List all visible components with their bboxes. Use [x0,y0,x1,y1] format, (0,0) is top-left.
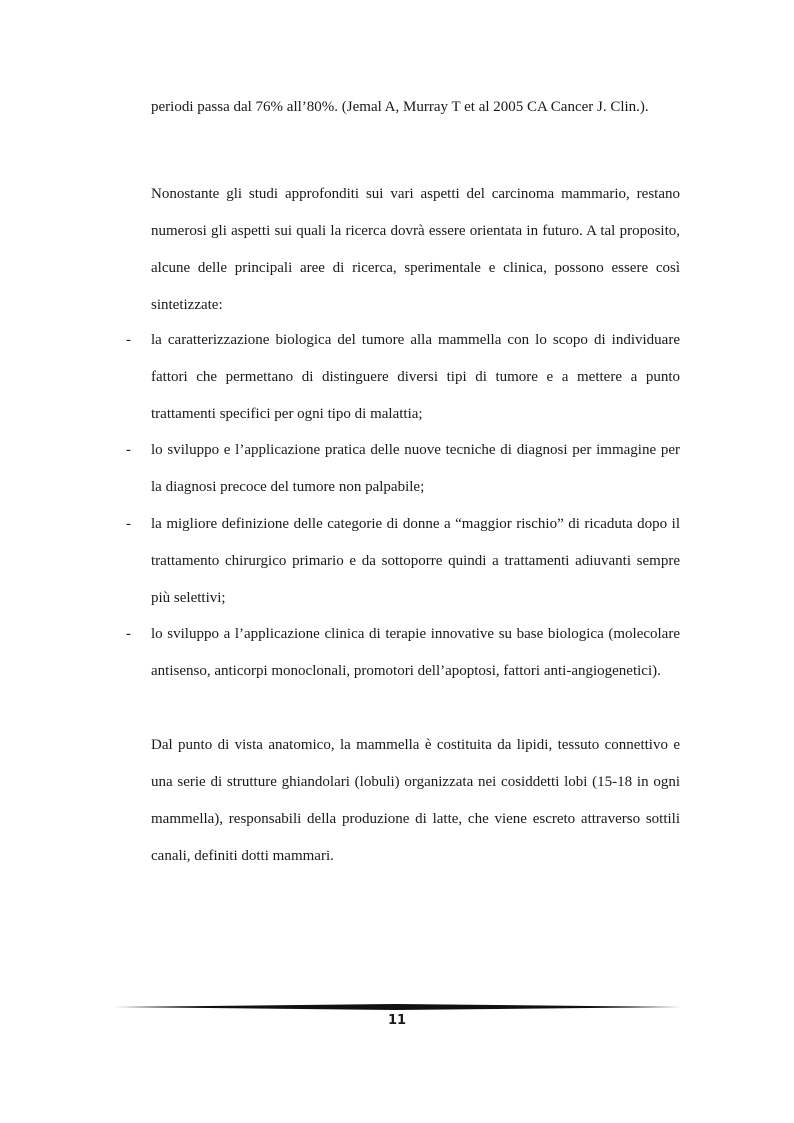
bullet-marker: - [126,442,131,458]
bullet-marker: - [126,332,131,348]
footer-divider [113,1004,681,1010]
paragraph-intro: Nonostante gli studi approfonditi sui vari aspetti del carcinoma mammario, restano numerosi gli aspetti sui quali la ricerca dovrà essere orientata in futuro. A tal proposito, alcune delle principali aree di ricerca, sperimentale e clinica, possono essere così sintetizzate: [151,186,680,313]
page-number: 11 [387,1013,407,1028]
bullet-item-4: lo sviluppo a l’applicazione clinica di terapie innovative su base biologica (molecolare antisenso, anticorpi monoclonali, promotori dell’apoptosi, fattori anti-angiogenetici). [151,626,680,679]
bullet-item-1: la caratterizzazione biologica del tumore alla mammella con lo scopo di individuare fattori che permettano di distinguere diversi tipi di tumore e a mettere a punto trattamenti specifici per ogni tipo di malattia; [151,332,680,422]
paragraph-anatomy: Dal punto di vista anatomico, la mammella è costituita da lipidi, tessuto connettivo e una serie di strutture ghiandolari (lobuli) organizzata nei cosiddetti lobi (15-18 in ogni mammella), responsabili della produzione di latte, che viene escreto attraverso sottili canali, definiti dotti mammari. [151,737,680,864]
bullet-marker: - [126,626,131,642]
bullet-item-2: lo sviluppo e l’applicazione pratica delle nuove tecniche di diagnosi per immagine per la diagnosi precoce del tumore non palpabile; [151,442,680,495]
bullet-item-3: la migliore definizione delle categorie di donne a “maggior rischio” di ricaduta dopo il trattamento chirurgico primario e da sottoporre quindi a trattamenti adiuvanti sempre più selettivi; [151,516,680,606]
bullet-marker: - [126,516,131,532]
paragraph-continuation: periodi passa dal 76% all’80%. (Jemal A, Murray T et al 2005 CA Cancer J. Clin.). [151,99,649,115]
